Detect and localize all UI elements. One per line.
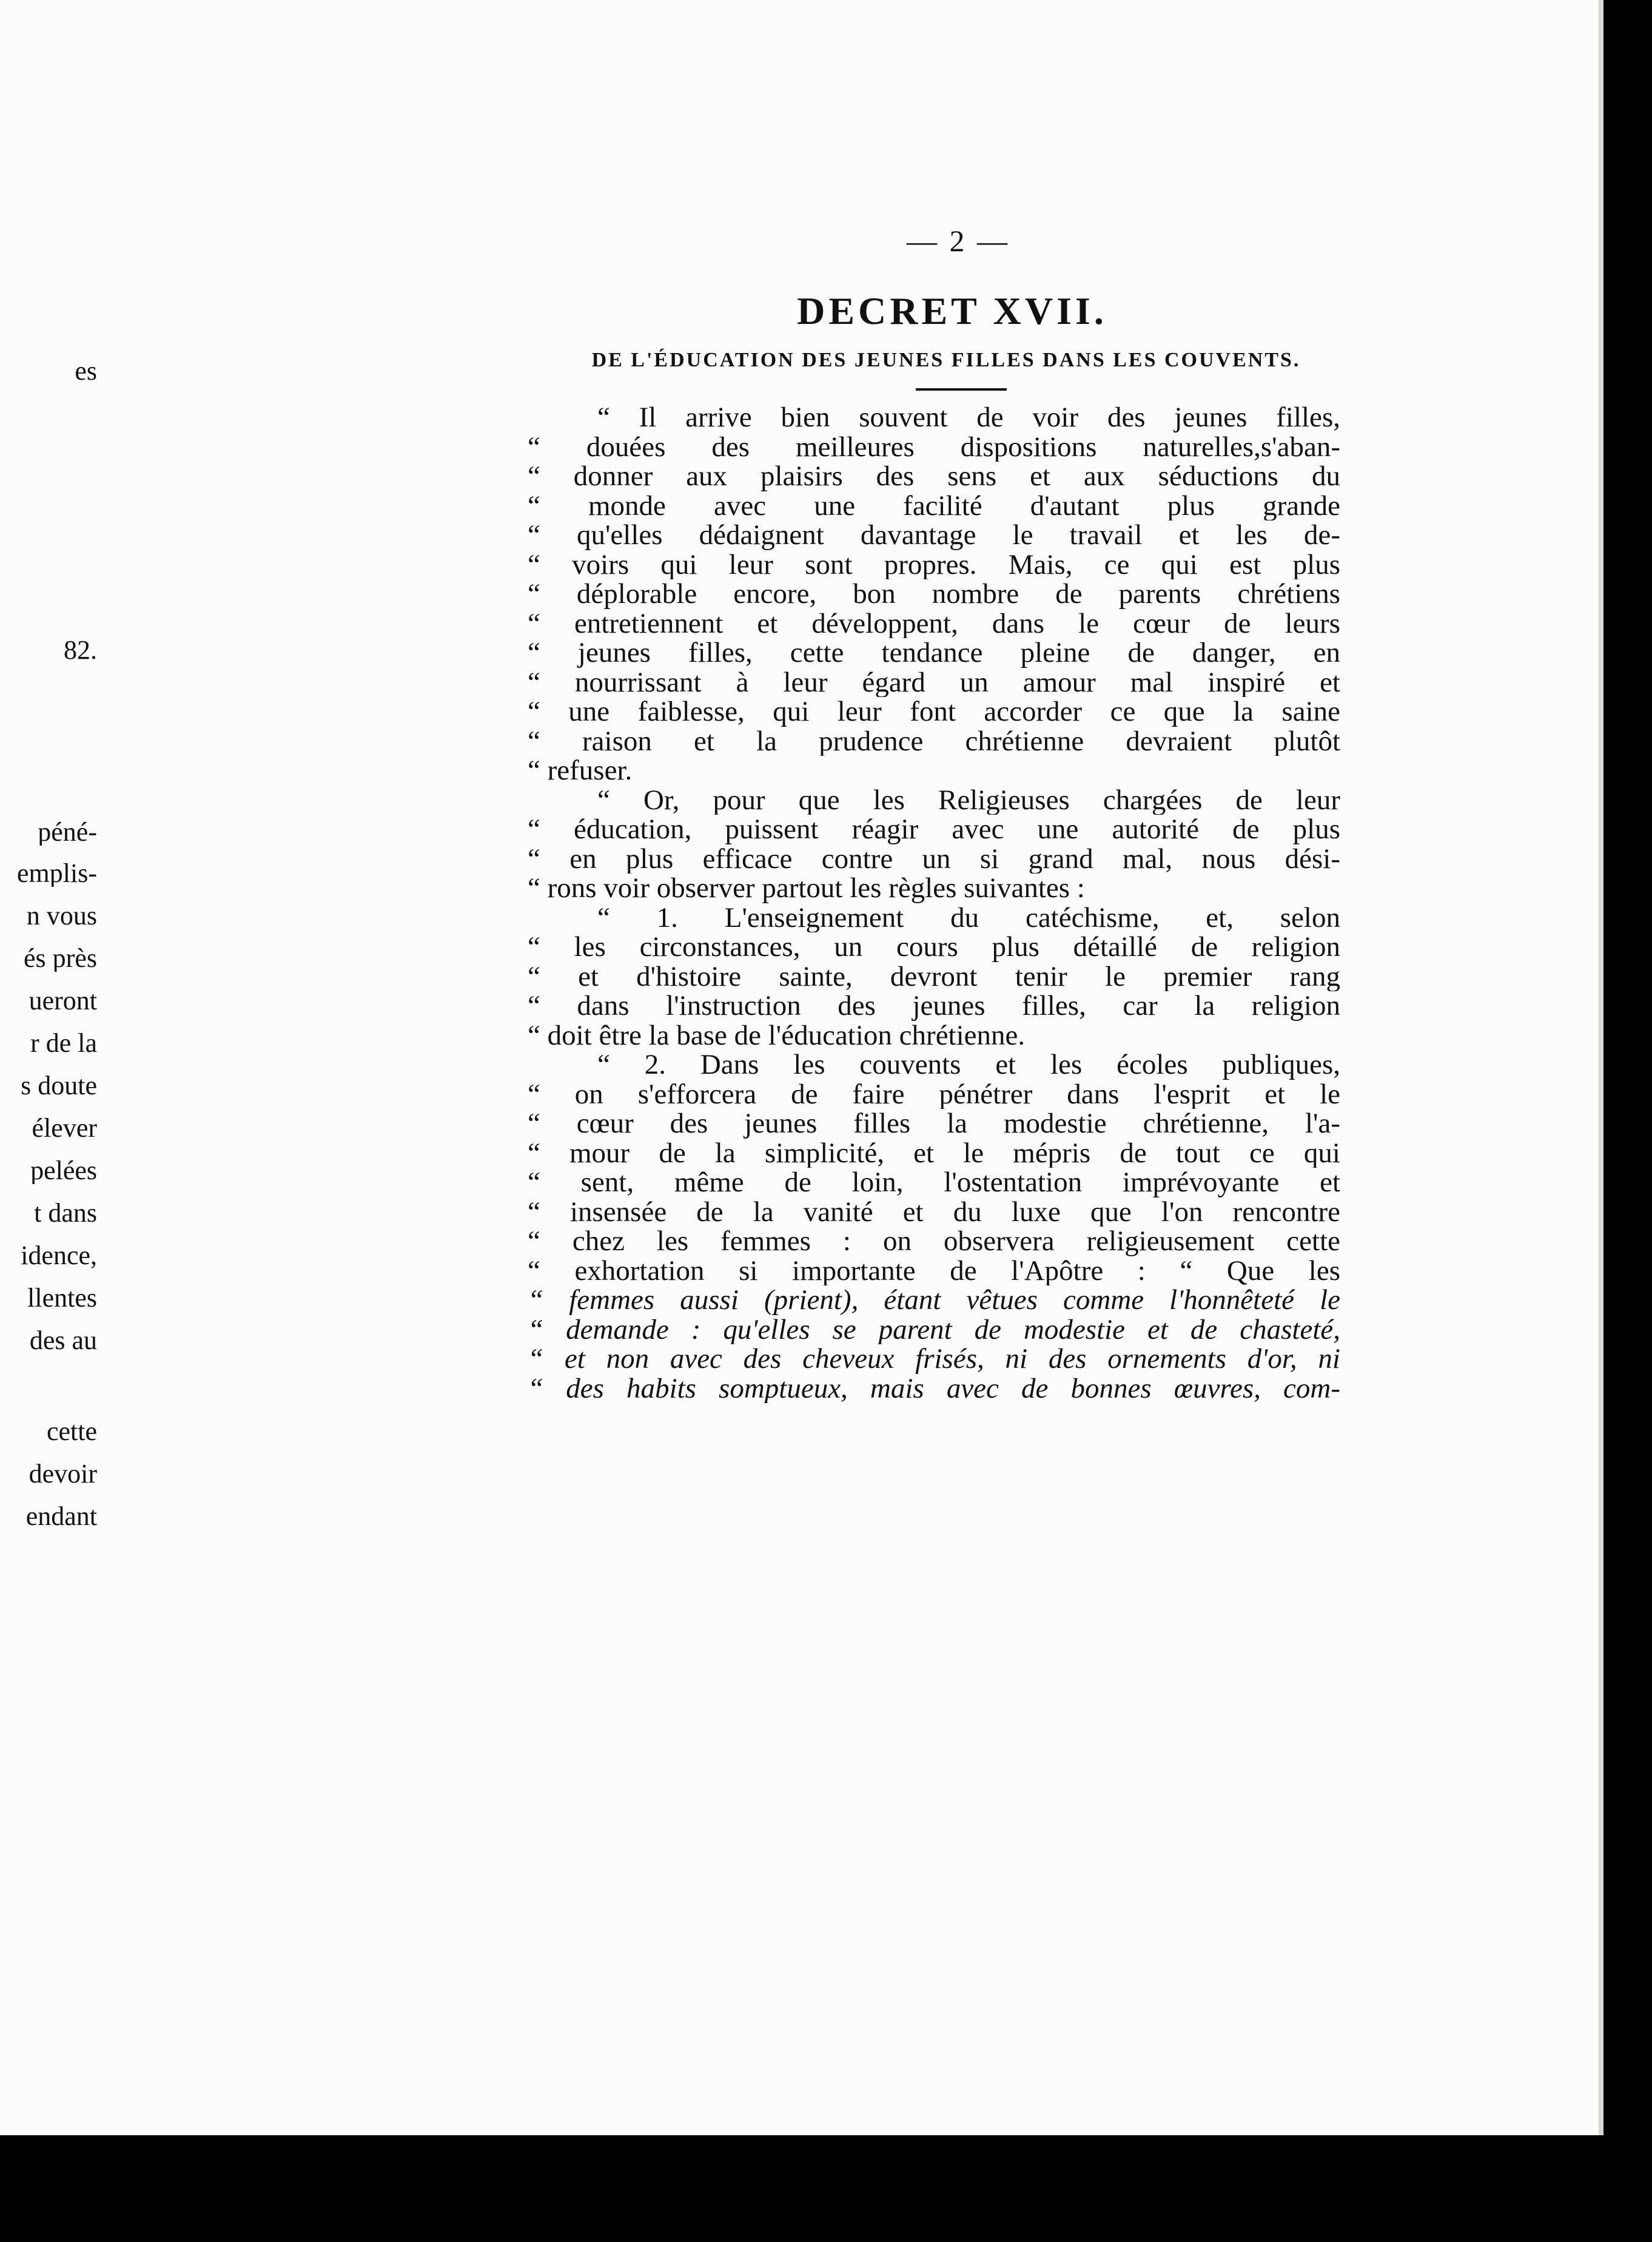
text-line: “ Or, pour que les Religieuses chargées de leur bbox=[597, 785, 1340, 815]
text-line: “ déplorable encore, bon nombre de parents chrétiens bbox=[528, 579, 1340, 609]
facing-page-fragment: ueront bbox=[29, 988, 97, 1014]
text-line: “ cœur des jeunes filles la modestie chrétienne, l'a- bbox=[528, 1109, 1340, 1139]
text-line: “ on s'efforcera de faire pénétrer dans l'esprit et le bbox=[528, 1079, 1340, 1109]
text-line: “ qu'elles dédaignent davantage le travail et les de- bbox=[528, 520, 1340, 550]
text-line: “ donner aux plaisirs des sens et aux séductions du bbox=[528, 462, 1340, 491]
text-line: “ monde avec une facilité d'autant plus grande bbox=[528, 491, 1340, 520]
text-line: “ Il arrive bien souvent de voir des jeunes filles, bbox=[597, 403, 1340, 433]
facing-page-fragment: emplis- bbox=[17, 860, 97, 887]
facing-page-fragment: r de la bbox=[30, 1030, 97, 1057]
facing-page-fragment: devoir bbox=[29, 1461, 97, 1487]
title-rule bbox=[916, 388, 1007, 391]
facing-page-fragments bbox=[0, 0, 121, 2135]
text-line: “ en plus efficace contre un si grand mal, nous dési- bbox=[528, 844, 1340, 874]
facing-page-fragment: és près bbox=[24, 945, 97, 972]
text-line: “ femmes aussi (prient), étant vêtues comme l'honnêteté le bbox=[528, 1285, 1340, 1315]
text-line: “ douées des meilleures dispositions naturelles,s'aban- bbox=[528, 432, 1340, 462]
decree-title: DECRET XVII. bbox=[797, 289, 1107, 332]
page-number: — 2 — bbox=[907, 224, 1010, 258]
text-line: “ éducation, puissent réagir avec une autorité de plus bbox=[528, 815, 1340, 844]
text-line: “ refuser. bbox=[528, 756, 633, 786]
body-text bbox=[528, 403, 1340, 1403]
text-line: “ insensée de la vanité et du luxe que l'on rencontre bbox=[528, 1197, 1340, 1227]
page-edge bbox=[1599, 0, 1603, 2135]
facing-page-fragment: es bbox=[75, 358, 97, 385]
text-line: “ sent, même de loin, l'ostentation imprévoyante et bbox=[528, 1168, 1340, 1197]
facing-page-fragment: idence, bbox=[21, 1242, 97, 1269]
text-line: “ exhortation si importante de l'Apôtre : “ Que les bbox=[528, 1256, 1340, 1285]
text-line: “ 1. L'enseignement du catéchisme, et, selon bbox=[597, 903, 1340, 932]
decree-subtitle: DE L'ÉDUCATION DES JEUNES FILLES DANS LES COUVENTS. bbox=[591, 349, 1301, 371]
text-line: “ raison et la prudence chrétienne devraient plutôt bbox=[528, 726, 1340, 756]
text-line: “ chez les femmes : on observera religieusement cette bbox=[528, 1227, 1340, 1256]
facing-page-fragment: pelées bbox=[30, 1157, 97, 1184]
text-line: “ nourrissant à leur égard un amour mal inspiré et bbox=[528, 667, 1340, 697]
text-line: “ mour de la simplicité, et le mépris de tout ce qui bbox=[528, 1138, 1340, 1168]
text-line: “ entretiennent et développent, dans le cœur de leurs bbox=[528, 608, 1340, 638]
text-line: “ rons voir observer partout les règles suivantes : bbox=[528, 874, 1085, 903]
facing-page-fragment: élever bbox=[32, 1115, 97, 1142]
facing-page-fragment: endant bbox=[25, 1503, 97, 1530]
text-line: “ dans l'instruction des jeunes filles, car la religion bbox=[528, 991, 1340, 1021]
facing-page-fragment: t dans bbox=[34, 1200, 97, 1227]
facing-page-fragment: des au bbox=[29, 1327, 97, 1354]
facing-page-fragment: s doute bbox=[21, 1072, 97, 1099]
text-line: “ les circonstances, un cours plus détaillé de religion bbox=[528, 932, 1340, 962]
text-line: “ 2. Dans les couvents et les écoles publiques, bbox=[597, 1050, 1340, 1080]
text-line: “ une faiblesse, qui leur font accorder ce que la saine bbox=[528, 697, 1340, 727]
facing-page-fragment: cette bbox=[46, 1418, 97, 1445]
text-line: “ et d'histoire sainte, devront tenir le premier rang bbox=[528, 961, 1340, 991]
facing-page-fragment: péné- bbox=[38, 819, 97, 846]
text-line: “ demande : qu'elles se parent de modestie et de chasteté, bbox=[528, 1315, 1340, 1344]
text-line: “ doit être la base de l'éducation chrétienne. bbox=[528, 1020, 1026, 1050]
main-column bbox=[528, 223, 1340, 1403]
text-line: “ jeunes filles, cette tendance pleine de danger, en bbox=[528, 638, 1340, 668]
facing-page-fragment: 82. bbox=[64, 637, 97, 664]
facing-page-fragment: n vous bbox=[26, 903, 97, 929]
text-line: “ et non avec des cheveux frisés, ni des ornements d'or, ni bbox=[528, 1344, 1340, 1374]
facing-page-fragment: llentes bbox=[27, 1285, 97, 1311]
text-line: “ voirs qui leur sont propres. Mais, ce qui est plus bbox=[528, 550, 1340, 579]
text-line: “ des habits somptueux, mais avec de bonnes œuvres, com- bbox=[528, 1373, 1340, 1403]
